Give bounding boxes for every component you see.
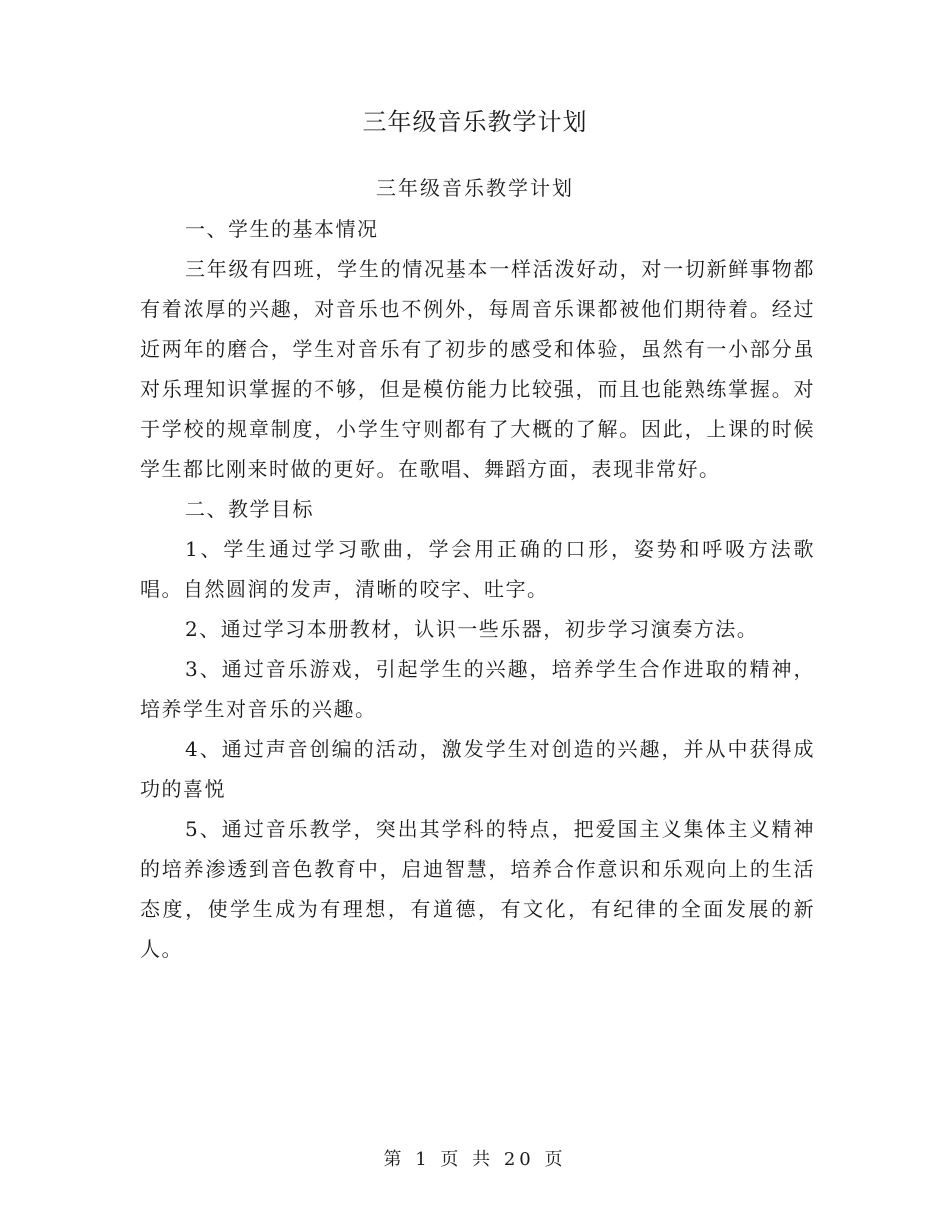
section-heading-goals: 二、教学目标	[185, 497, 314, 521]
paragraph-student-situation: 三年级有四班，学生的情况基本一样活泼好动，对一切新鲜事物都有着浓厚的兴趣，对音乐也不例外，每周音乐课都被他们期待着。经过近两年的磨合，学生对音乐有了初步的感受和体验，虽然有一小部分虽对乐理知识掌握的不够，但是模仿能力比较强，而且也能熟练掌握。对于学校的规章制度，小学生守则都有了大概的了解。因此，上课的时候学生都比刚来时做的更好。在歌唱、舞蹈方面，表现非常好。	[140, 257, 815, 481]
goal-item-4: 4、通过声音创编的活动，激发学生对创造的兴趣，并从中获得成功的喜悦	[140, 737, 815, 801]
document-title: 三年级音乐教学计划	[362, 108, 588, 136]
section-heading-students: 一、学生的基本情况	[185, 217, 379, 241]
goal-item-5: 5、通过音乐教学，突出其学科的特点，把爱国主义集体主义精神的培养渗透到音色教育中，启迪智慧，培养合作意识和乐观向上的生活态度，使学生成为有理想，有道德，有文化，有纪律的全面发展的新人。	[140, 817, 815, 961]
goal-item-2: 2、通过学习本册教材，认识一些乐器，初步学习演奏方法。	[185, 617, 759, 641]
goal-item-3: 3、通过音乐游戏，引起学生的兴趣，培养学生合作进取的精神，培养学生对音乐的兴趣。	[140, 657, 815, 721]
document-body	[140, 209, 815, 969]
page-number-footer: 第 1 页 共 20 页	[383, 1149, 567, 1170]
goal-item-1: 1、学生通过学习歌曲，学会用正确的口形，姿势和呼吸方法歌唱。自然圆润的发声，清晰的咬字、吐字。	[140, 537, 815, 601]
document-subtitle: 三年级音乐教学计划	[376, 176, 574, 200]
